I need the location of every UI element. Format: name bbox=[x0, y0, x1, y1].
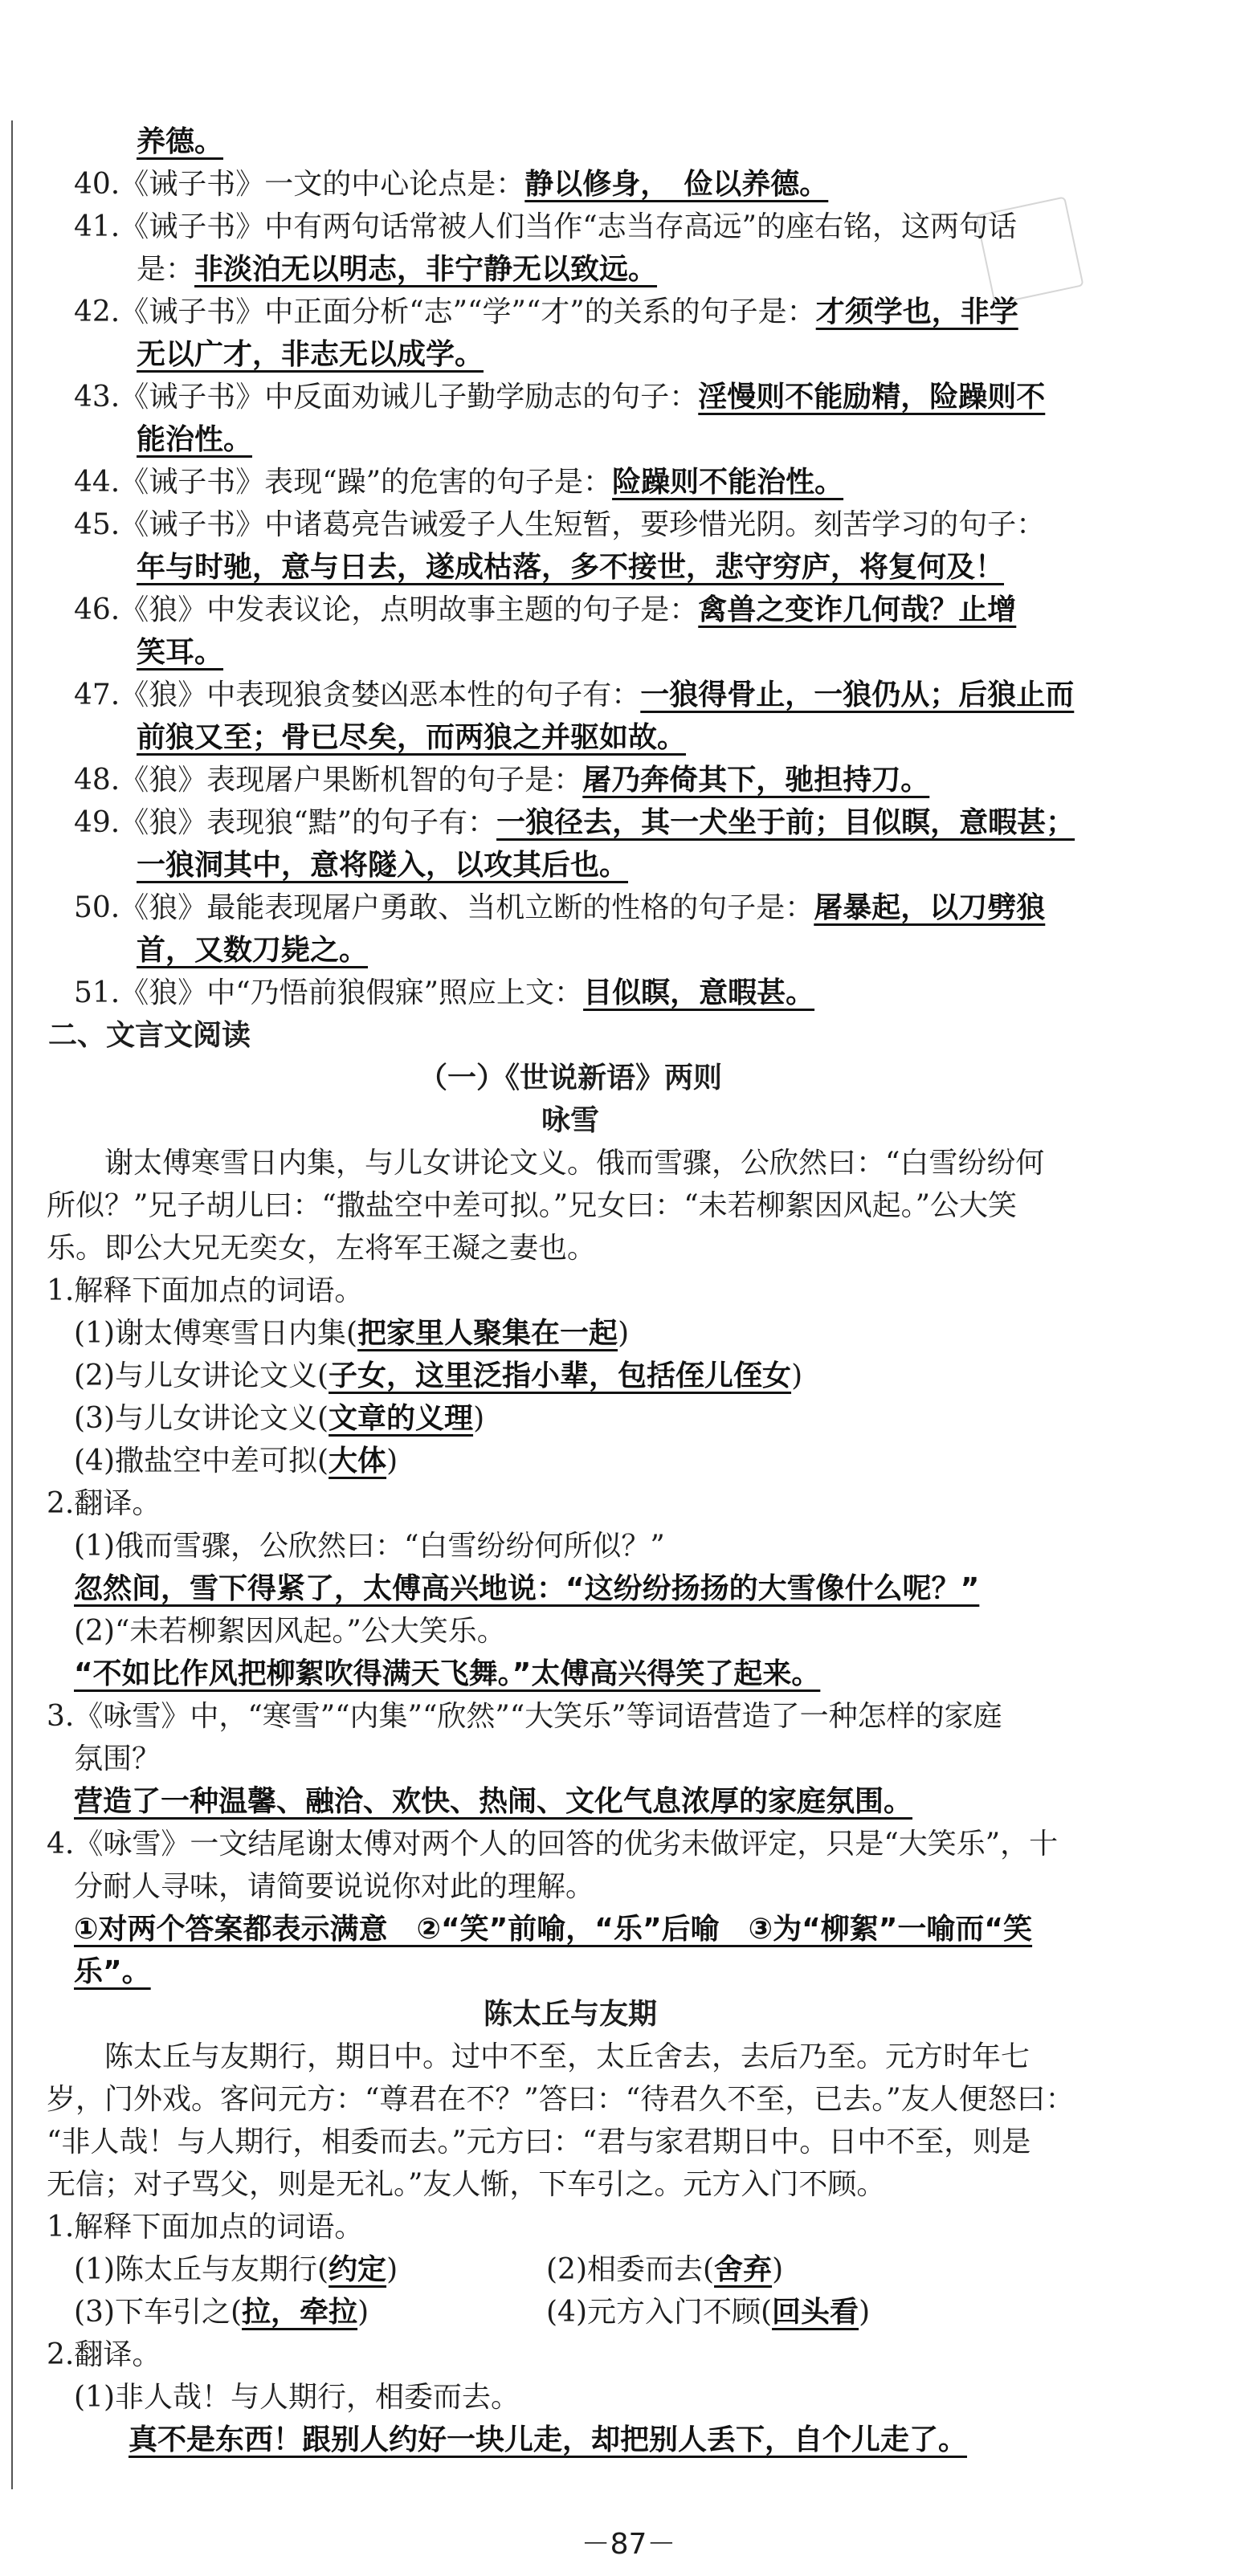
question-line bbox=[0, 1865, 1257, 1908]
paren-close: ) bbox=[859, 2296, 871, 2329]
question-tail: ) bbox=[791, 1359, 803, 1392]
question-text: (4)撒盐空中差可拟( bbox=[74, 1445, 329, 1478]
passage-line bbox=[0, 1227, 1257, 1270]
question-line bbox=[0, 1525, 1257, 1567]
story-title-line bbox=[0, 1099, 1257, 1142]
question-text: 51.《狼》中“乃悟前狼假寐”照应上文： bbox=[74, 976, 584, 1009]
answer-text: 禽兽之变诈几何哉？止增 bbox=[698, 593, 1017, 626]
answer-text: 舍弃 bbox=[714, 2253, 773, 2286]
answer-text: 子女，这里泛指小辈，包括侄儿侄女 bbox=[329, 1359, 792, 1392]
question-text: 2.翻译。 bbox=[47, 2338, 161, 2371]
paren-close: ) bbox=[357, 2296, 369, 2329]
question-line-text bbox=[74, 1525, 665, 1567]
qa-line bbox=[0, 631, 1257, 674]
question-line bbox=[0, 2333, 1257, 2376]
question-text: 氛围？ bbox=[74, 1742, 161, 1775]
question-left bbox=[74, 2248, 398, 2291]
section-heading: 二、文言文阅读 bbox=[48, 1019, 251, 1052]
question-text: 41.《诫子书》中有两句话常被人们当作“志当存高远”的座右铭，这两句话 bbox=[74, 210, 1018, 243]
question-text: (1)俄而雪骤，公欣然曰：“白雪纷纷何所似？” bbox=[74, 1530, 665, 1563]
question-line bbox=[0, 1908, 1257, 1950]
question-line-text bbox=[74, 1567, 979, 1610]
question-line-text bbox=[74, 1653, 820, 1695]
question-line bbox=[0, 1780, 1257, 1823]
passage-line bbox=[0, 2163, 1257, 2206]
answer-text: 回头看 bbox=[772, 2296, 859, 2329]
answer-text: 真不是东西！跟别人约好一块儿走，却把别人丢下，自个儿走了。 bbox=[129, 2423, 968, 2456]
question-line bbox=[0, 1950, 1257, 1993]
question-line-text bbox=[47, 1270, 363, 1312]
question-line bbox=[0, 2206, 1257, 2248]
qa-line bbox=[0, 674, 1257, 716]
question-line-text bbox=[74, 1908, 1032, 1950]
question-text: 47.《狼》中表现狼贪婪凶恶本性的句子有： bbox=[74, 679, 641, 711]
question-line-text bbox=[47, 1823, 1058, 1865]
answer-text: 一狼洞其中，意将隧入，以攻其后也。 bbox=[137, 849, 629, 882]
question-text: 1.解释下面加点的词语。 bbox=[47, 1274, 364, 1307]
question-text: (2)相委而去( bbox=[546, 2253, 715, 2286]
qa-line-text bbox=[74, 163, 828, 206]
qa-line bbox=[0, 333, 1257, 376]
question-pair-line bbox=[0, 2291, 1257, 2333]
qa-line bbox=[0, 972, 1257, 1014]
answer-text: 一狼得骨止，一狼仍从；后狼止而 bbox=[640, 679, 1075, 711]
passage-line bbox=[0, 1142, 1257, 1184]
question-tail: ) bbox=[473, 1402, 485, 1435]
question-line bbox=[0, 2376, 1257, 2419]
question-text: 42.《诫子书》中正面分析“志”“学”“才”的关系的句子是： bbox=[74, 296, 816, 328]
question-text: (4)元方入门不顾( bbox=[546, 2296, 773, 2329]
question-left bbox=[74, 2291, 369, 2333]
qa-line bbox=[0, 929, 1257, 972]
question-line bbox=[0, 1270, 1257, 1312]
question-text: 分耐人寻味，请简要说说你对此的理解。 bbox=[74, 1870, 595, 1903]
question-line-text bbox=[74, 1397, 484, 1440]
qa-line-text bbox=[74, 674, 1074, 716]
qa-line bbox=[0, 844, 1257, 887]
qa-line bbox=[0, 801, 1257, 844]
question-text: (2)“未若柳絮因风起。”公大笑乐。 bbox=[74, 1615, 506, 1648]
question-line bbox=[0, 1312, 1257, 1355]
answer-text: 把家里人聚集在一起 bbox=[357, 1317, 618, 1350]
passage-line bbox=[0, 2078, 1257, 2121]
qa-line bbox=[0, 546, 1257, 589]
question-line bbox=[0, 1355, 1257, 1397]
question-text: 46.《狼》中发表议论，点明故事主题的句子是： bbox=[74, 593, 699, 626]
answer-text: 文章的义理 bbox=[329, 1402, 474, 1435]
qa-line-text bbox=[137, 844, 628, 887]
passage-text: 岁，门外戏。客问元方：“尊君在不？”答曰：“待君久不至，已去。”友人便怒曰： bbox=[47, 2083, 1075, 2116]
passage-text: 所似？”兄子胡儿曰：“撒盐空中差可拟。”兄女曰：“未若柳絮因风起。”公大笑 bbox=[47, 1189, 1018, 1222]
question-text: 49.《狼》表现狼“黠”的句子有： bbox=[74, 806, 497, 839]
story-title-line bbox=[0, 1993, 1257, 2036]
answer-text: 拉，牵拉 bbox=[242, 2296, 358, 2329]
answer-line bbox=[0, 2419, 1257, 2461]
question-line bbox=[0, 1695, 1257, 1738]
question-line bbox=[0, 1823, 1257, 1865]
qa-line-text bbox=[74, 589, 1016, 631]
question-text: 是： bbox=[137, 253, 195, 286]
qa-line bbox=[0, 163, 1257, 206]
passage-line bbox=[0, 2036, 1257, 2078]
question-line-text bbox=[74, 1780, 912, 1823]
answer-text: 前狼又至；骨已尽矣，而两狼之并驱如故。 bbox=[137, 721, 687, 754]
answer-text: 忽然间，雪下得紧了，太傅高兴地说：“这纷纷扬扬的大雪像什么呢？” bbox=[74, 1572, 980, 1605]
question-text: 3.《咏雪》中，“寒雪”“内集”“欣然”“大笑乐”等词语营造了一种怎样的家庭 bbox=[47, 1700, 1002, 1733]
question-text: 40.《诫子书》一文的中心论点是： bbox=[74, 168, 525, 201]
qa-line-text bbox=[74, 972, 814, 1014]
question-line-text bbox=[74, 1312, 629, 1355]
question-tail: ) bbox=[618, 1317, 630, 1350]
passage-line bbox=[0, 2121, 1257, 2163]
answer-text: “不如比作风把柳絮吹得满天飞舞。”太傅高兴得笑了起来。 bbox=[74, 1657, 821, 1690]
answer-text: 首，又数刀毙之。 bbox=[137, 934, 369, 967]
passage-text: 谢太傅寒雪日内集，与儿女讲论文义。俄而雪骤，公欣然曰：“白雪纷纷何 bbox=[104, 1147, 1045, 1180]
question-line bbox=[0, 1653, 1257, 1695]
qa-line-text bbox=[74, 801, 1075, 844]
qa-line bbox=[0, 206, 1257, 248]
question-line-text bbox=[74, 1738, 161, 1780]
question-text: 43.《诫子书》中反面劝诫儿子勤学励志的句子： bbox=[74, 381, 699, 414]
qa-line-text bbox=[137, 929, 368, 972]
qa-line-text bbox=[74, 376, 1045, 418]
answer-text: 淫慢则不能励精，险躁则不 bbox=[698, 381, 1046, 414]
qa-line bbox=[0, 376, 1257, 418]
qa-line bbox=[0, 759, 1257, 801]
answer-text: 笑耳。 bbox=[137, 636, 224, 669]
answer-text: 能治性。 bbox=[137, 423, 253, 456]
answer-text: 一狼径去，其一犬坐于前；目似瞑，意暇甚； bbox=[496, 806, 1075, 839]
answer-text: 非淡泊无以明志，非宁静无以致远。 bbox=[194, 253, 658, 286]
passage-heading: （一）《世说新语》两则 bbox=[418, 1062, 722, 1094]
qa-line-text bbox=[137, 631, 223, 674]
question-right bbox=[546, 2248, 783, 2291]
answer-text: 目似瞑，意暇甚。 bbox=[583, 976, 815, 1009]
qa-line-text bbox=[137, 248, 657, 291]
answer-text: 营造了一种温馨、融洽、欢快、热闹、文化气息浓厚的家庭氛围。 bbox=[74, 1785, 913, 1818]
qa-line-text bbox=[137, 546, 1004, 589]
answer-text: 约定 bbox=[329, 2253, 387, 2286]
answer-text: 年与时驰，意与日去，遂成枯落，多不接世，悲守穷庐，将复何及！ bbox=[137, 551, 1005, 584]
qa-line-text bbox=[74, 206, 1017, 248]
paren-close: ) bbox=[386, 2253, 398, 2286]
question-line-text bbox=[74, 1950, 151, 1993]
qa-line-text bbox=[74, 503, 1045, 546]
qa-line bbox=[0, 503, 1257, 546]
question-text: 45.《诫子书》中诸葛亮告诫爱子人生短暂，要珍惜光阴。刻苦学习的句子： bbox=[74, 508, 1046, 541]
qa-line bbox=[0, 291, 1257, 333]
qa-line-text bbox=[137, 333, 484, 376]
qa-line bbox=[0, 461, 1257, 503]
qa-line bbox=[0, 248, 1257, 291]
question-text: (2)与儿女讲论文义( bbox=[74, 1359, 329, 1392]
passage-text: 无信；对子骂父，则是无礼。”友人惭，下车引之。元方入门不顾。 bbox=[47, 2168, 886, 2201]
question-tail: ) bbox=[386, 1445, 398, 1478]
qa-line bbox=[0, 589, 1257, 631]
qa-line-text bbox=[74, 461, 843, 503]
story-title: 陈太丘与友期 bbox=[483, 1998, 657, 2031]
passage-text: 陈太丘与友期行，期日中。过中不至，太丘舍去，去后乃至。元方时年七 bbox=[104, 2040, 1030, 2073]
answer-text: 屠暴起，以刀劈狼 bbox=[814, 891, 1046, 924]
question-text: (1)谢太傅寒雪日内集( bbox=[74, 1317, 358, 1350]
question-line-text bbox=[47, 1695, 1002, 1738]
answer-text: 静以修身， 俭以养德。 bbox=[524, 168, 829, 201]
question-line-text bbox=[74, 1865, 594, 1908]
page-number: －87－ bbox=[581, 2528, 676, 2561]
qa-line bbox=[0, 120, 1257, 163]
question-pair-line bbox=[0, 2248, 1257, 2291]
question-text: (1)陈太丘与友期行( bbox=[74, 2253, 329, 2286]
qa-line-text bbox=[74, 759, 929, 801]
answer-text: 乐”。 bbox=[74, 1955, 151, 1988]
answer-text: ①对两个答案都表示满意 ②“笑”前喻，“乐”后喻 ③为“柳絮”一喻而“笑 bbox=[74, 1913, 1033, 1946]
story-title: 咏雪 bbox=[541, 1104, 599, 1137]
paren-close: ) bbox=[772, 2253, 784, 2286]
question-text: (3)下车引之( bbox=[74, 2296, 243, 2329]
question-line bbox=[0, 1397, 1257, 1440]
question-line-text bbox=[74, 1355, 802, 1397]
question-text: (1)非人哉！与人期行，相委而去。 bbox=[74, 2381, 520, 2414]
question-line bbox=[0, 1610, 1257, 1653]
question-text: 48.《狼》表现屠户果断机智的句子是： bbox=[74, 764, 583, 797]
question-line bbox=[0, 1482, 1257, 1525]
answer-text: 养德。 bbox=[137, 125, 224, 158]
answer-text: 才须学也，非学 bbox=[815, 296, 1018, 328]
question-line bbox=[0, 1567, 1257, 1610]
section-heading-line bbox=[0, 1014, 1257, 1057]
page-content bbox=[0, 120, 1257, 2461]
question-text: 4.《咏雪》一文结尾谢太傅对两个人的回答的优劣未做评定，只是“大笑乐”，十 bbox=[47, 1828, 1059, 1861]
qa-line bbox=[0, 418, 1257, 461]
answer-text: 无以广才，非志无以成学。 bbox=[137, 338, 484, 371]
qa-line-text bbox=[137, 418, 252, 461]
question-text: 50.《狼》最能表现屠户勇敢、当机立断的性格的句子是： bbox=[74, 891, 814, 924]
question-line bbox=[0, 1738, 1257, 1780]
passage-heading-line bbox=[0, 1057, 1257, 1099]
question-line-text bbox=[74, 1440, 398, 1482]
question-text: (3)与儿女讲论文义( bbox=[74, 1402, 329, 1435]
qa-line bbox=[0, 716, 1257, 759]
qa-line-text bbox=[137, 716, 686, 759]
qa-line bbox=[0, 887, 1257, 929]
question-line-text bbox=[74, 1610, 506, 1653]
question-line-text bbox=[47, 1482, 161, 1525]
answer-text: 大体 bbox=[329, 1445, 387, 1478]
passage-text: “非人哉！与人期行，相委而去。”元方曰：“君与家君期日中。日中不至，则是 bbox=[47, 2126, 1031, 2158]
answer-text: 险躁则不能治性。 bbox=[612, 466, 844, 499]
question-right bbox=[546, 2291, 870, 2333]
qa-line-text bbox=[137, 120, 223, 163]
passage-line bbox=[0, 1184, 1257, 1227]
qa-line-text bbox=[74, 291, 1018, 333]
question-text: 44.《诫子书》表现“躁”的危害的句子是： bbox=[74, 466, 613, 499]
question-line bbox=[0, 1440, 1257, 1482]
qa-line-text bbox=[74, 887, 1045, 929]
question-text: 1.解释下面加点的词语。 bbox=[47, 2211, 364, 2244]
question-text: 2.翻译。 bbox=[47, 1487, 161, 1520]
passage-text: 乐。即公大兄无奕女，左将军王凝之妻也。 bbox=[47, 1232, 597, 1265]
answer-text: 屠乃奔倚其下，驰担持刀。 bbox=[582, 764, 930, 797]
